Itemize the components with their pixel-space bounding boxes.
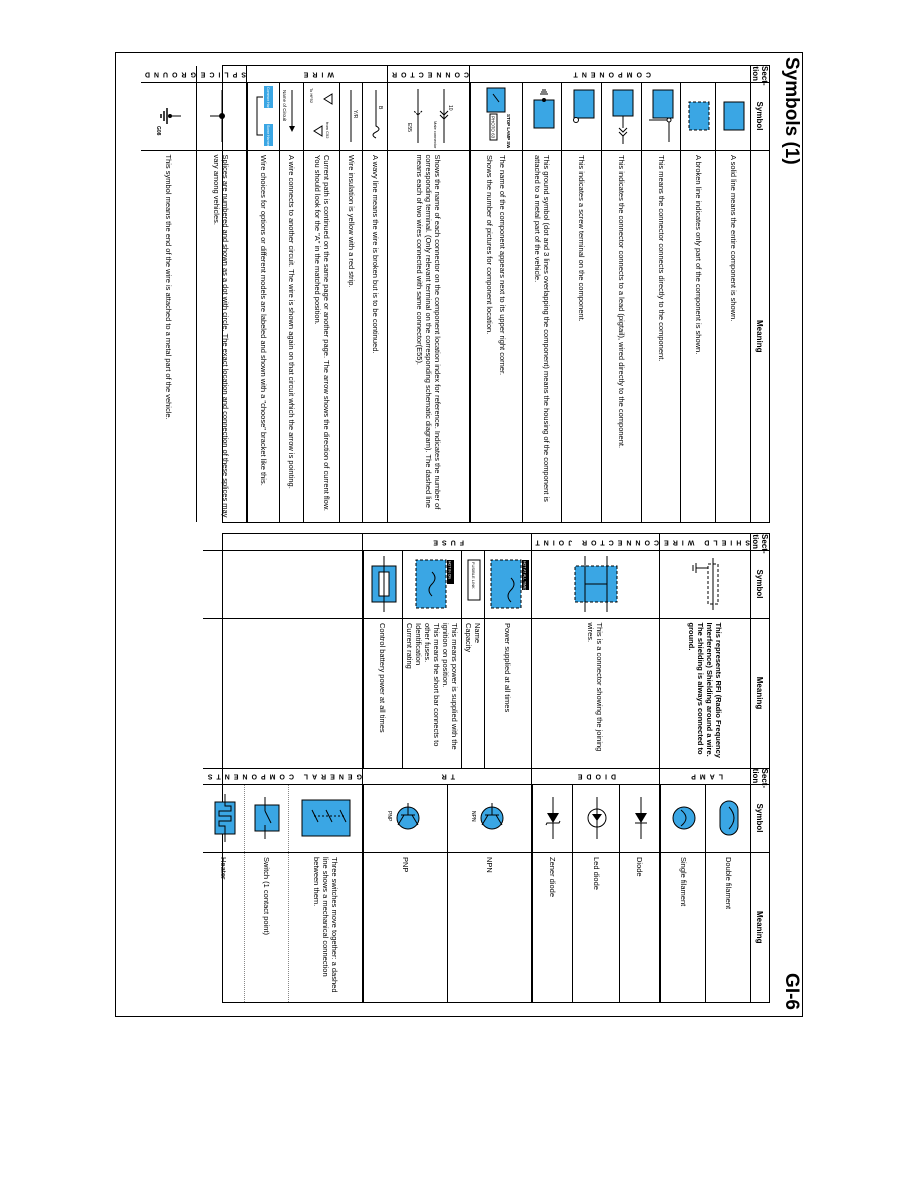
shield-meaning: This represents RFI (Radio Frequency Interference) Shielding around a wire. The shielding is always connected to ground.: [660, 618, 751, 768]
hot-on-label: HOT IN ON: [447, 561, 452, 580]
pigtail-connector-icon: [607, 86, 637, 146]
meaning-header: Meaning: [751, 618, 770, 768]
connector-diagram-icon: [402, 83, 458, 151]
g08-label: G08: [155, 126, 162, 136]
zener-diode-meaning: Zener diode: [532, 853, 572, 1003]
npn-transistor-icon: [470, 793, 510, 843]
connector-joint-meaning: This is a connector showing the joining wires.: [531, 618, 660, 768]
component-photo-meaning: Shows the number of pictures for component location.: [485, 155, 495, 335]
wire-wavy-meaning: A wavy line means the wire is broken but is to be continued.: [363, 151, 387, 523]
npn-label: NPN: [470, 811, 477, 822]
hot-label: HOT AT ALL TIMES: [522, 561, 527, 592]
symbol-header: Symbol: [751, 550, 770, 618]
lamp-double-meaning: Double filament: [706, 853, 750, 1003]
section-ground: GROUND: [141, 66, 197, 82]
section-header: Sect- tion: [751, 768, 769, 789]
heater-meaning: Heater: [219, 857, 229, 880]
splice-icon: [208, 86, 236, 146]
component-broken-meaning: A broken line indicates only part of the component is shown.: [681, 151, 716, 523]
component-direct-connector-meaning: This means the connector connects directly to the component.: [641, 151, 681, 523]
from-label: from C52: [324, 122, 330, 139]
fuse-power-meaning: Power supplied at all times: [503, 623, 513, 713]
connector-meaning: Shows the name of each connector on the component location index for reference. Indicates the number of corresponding terminal. (Only relevant terminal on the corresponding schematic diagram). The dashed line means each of two wires connected with same connector(E55).: [388, 150, 470, 522]
fuse-rating-meaning: Current rating: [404, 623, 414, 669]
e55-label: E55: [405, 122, 412, 132]
ganged-switch-meaning: Three switches move together: a dashed line shows a mechanical connection between them.: [288, 853, 361, 1003]
led-diode-icon: [585, 793, 609, 843]
hot-fuse-icon: [487, 552, 531, 616]
zener-diode-icon: [543, 793, 563, 843]
diode-icon: [631, 793, 651, 843]
fuse-identification-meaning: Identification: [413, 623, 423, 666]
section-shield-wire: SHIELD WIRE: [660, 534, 751, 550]
ground-icon: [155, 86, 183, 146]
circuit-name-label: Name of Circuit: [282, 90, 288, 122]
continued-arrow-icon: [308, 86, 338, 146]
rotated-page: [116, 53, 804, 1018]
choose-bracket-icon: [251, 84, 277, 148]
pin-label: 10: [446, 104, 453, 111]
section-header: Sect- tion: [751, 534, 769, 554]
direct-connector-icon: [647, 86, 677, 146]
symbol-header: Symbol: [751, 784, 770, 852]
named-component-icon: [477, 84, 517, 148]
component-solid-meaning: A solid line means the entire component is shown.: [716, 151, 750, 523]
section-wire: WIRE: [247, 66, 388, 82]
section-diode: DIODE: [531, 768, 660, 784]
fusible-link-icon: [464, 552, 484, 616]
section-header: Sect- tion: [751, 66, 769, 86]
wire-yr-label: Y/R: [352, 110, 359, 119]
fuse-shortbar-meaning: This means the short bar connects to other fuses.: [422, 623, 441, 747]
section-fuse: FUSE: [362, 534, 531, 550]
meaning-header: Meaning: [751, 150, 770, 522]
section-lamp: LAMP: [660, 768, 751, 784]
solid-component-icon: [721, 96, 747, 136]
broken-component-icon: [686, 96, 712, 136]
section-general-components: GENERAL COMPONENTS: [203, 768, 362, 784]
pnp-transistor-icon: [386, 793, 426, 843]
led-diode-meaning: Led diode: [572, 853, 619, 1003]
section-connector-joint: CONNECTOR JOINT: [531, 534, 660, 550]
male-label: Male connector: [432, 120, 438, 148]
pnp-meaning: PNP: [363, 853, 447, 1003]
lamp-single-meaning: Single filament: [661, 853, 706, 1003]
shield-wire-icon: [686, 554, 726, 614]
diode-meaning: Diode: [620, 853, 659, 1003]
wire-color-meaning: Wire insulation is yellow with a red strip.: [340, 151, 363, 523]
fuse-capacity-meaning: Capacity: [463, 623, 473, 653]
component-name-meaning: The name of the component appears next to its upper right corner.: [498, 155, 508, 376]
wavy-wire-icon: [366, 86, 386, 146]
screw-terminal-icon: [568, 86, 598, 146]
component-ground-meaning: This ground symbol (dot and 3 lines overlapping the component) means the housing of the component is attached to a metal part of the vehicle.: [522, 151, 562, 523]
some-harness-label: Some Harness: [266, 125, 271, 149]
wire-b-label: B: [377, 106, 384, 110]
section-splice: SPLICE: [196, 66, 246, 82]
fuse-battery-meaning: Control battery power at all times: [363, 619, 402, 768]
component-screw-meaning: This indicates a screw terminal on the component.: [562, 151, 602, 523]
meaning-header: Meaning: [751, 852, 770, 1002]
component-pigtail-meaning: This indicates the connector connects to a lead (pigtail), wired directly to the component.: [602, 151, 642, 523]
switch-meaning: Switch (1 contact point): [244, 853, 288, 1003]
npn-meaning: NPN: [447, 853, 530, 1003]
double-filament-icon: [714, 793, 744, 843]
symbol-table-left: [140, 65, 770, 523]
section-component: COMPONENT: [470, 66, 751, 82]
section-connector: CONNECTOR: [388, 66, 470, 82]
ganged-switch-icon: [298, 790, 354, 846]
single-filament-icon: [669, 793, 699, 843]
fuse-name-meaning: Name: [472, 623, 482, 644]
symbol-table-right: [203, 533, 770, 1003]
connector-joint-icon: [569, 552, 623, 616]
battery-fuse-icon: [366, 552, 402, 616]
page-frame: [115, 52, 803, 1017]
circuit-arrow-icon: [283, 86, 303, 146]
wire-choose-meaning: Wire choices for options or different models are labeled and shown with a "choose" bracket like this.: [248, 151, 280, 523]
to-label: To HF52: [308, 88, 314, 104]
fuse-ignition-meaning: This means power is supplied with the ignition on position.: [440, 623, 459, 750]
pnp-label: PNP: [386, 811, 393, 822]
fusible-label: FUSIBLE LINK: [470, 562, 476, 589]
ground-meaning: This symbol means the end of the wire is attached to a metal part of the vehicle.: [163, 154, 173, 420]
photo-label: PHOTO 63: [490, 116, 496, 139]
wire-circuit-meaning: A wire connects to another circuit. The wire is shown again on that circuit which the arrow is pointing.: [279, 151, 304, 523]
splice-meaning: Splices are numbered and shown as a dot with circle. The exact location and connection of these splices may vary among vehicles.: [196, 150, 246, 522]
symbol-header: Symbol: [751, 82, 770, 150]
wire-continued-meaning: Current path is continued on the same page or another page. The arrow shows the direction of current flow. You should look for the "A" in the matched position.: [304, 151, 340, 523]
page-number: GI-6: [781, 973, 802, 1010]
page-title: Symbols (1): [781, 57, 802, 165]
common-harness-label: Common Harness: [266, 87, 271, 116]
ground-housing-icon: [528, 86, 558, 146]
stop-lamp-switch-label: STOP LAMP SWITCH: [506, 114, 512, 149]
heater-icon: [210, 790, 240, 846]
ignition-fuse-icon: [410, 552, 456, 616]
section-tr: TR: [362, 768, 531, 784]
switch-icon: [251, 793, 283, 843]
wire-color-icon: [343, 86, 361, 146]
